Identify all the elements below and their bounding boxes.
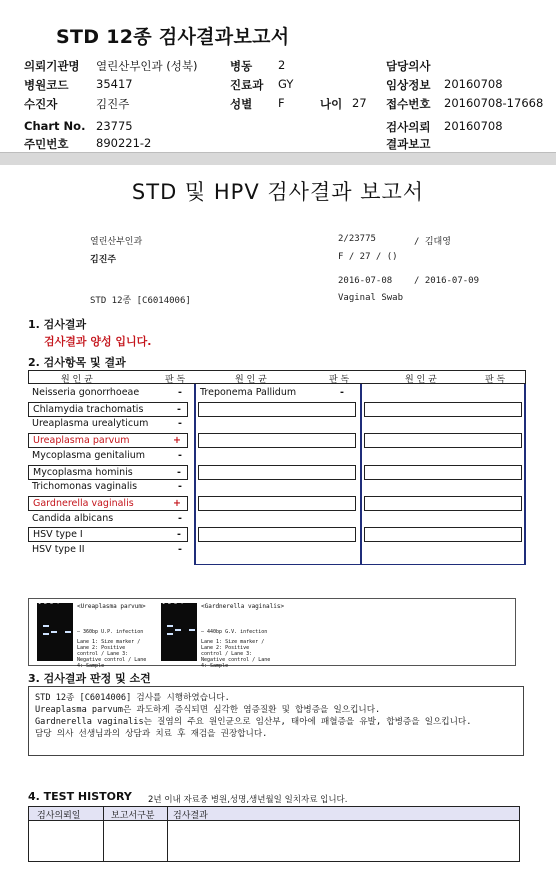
opinion-box: [28, 686, 524, 756]
pathogen-row: [28, 417, 188, 432]
pathogen-name: Mycoplasma genitalium: [32, 449, 146, 461]
table-bottom-rule: [194, 564, 526, 565]
band-label: — 360bp U.P. infection: [77, 629, 144, 635]
empty-result-cell: [364, 402, 522, 417]
column-rule: [167, 807, 168, 861]
specimen: Vaginal Swab: [338, 293, 404, 303]
history-note: 2년 이내 자료중 병원,성명,생년월일 일치자료 입니다.: [148, 795, 348, 805]
empty-result-cell: [198, 465, 356, 480]
field-label: 주민번호: [24, 137, 69, 151]
sex-age: F / 27 / (): [338, 252, 398, 262]
empty-result-cell: [364, 527, 522, 542]
pathogen-row: [28, 480, 188, 495]
report-title: STD 및 HPV 검사결과 보고서: [131, 180, 425, 204]
results-table: [28, 370, 526, 566]
field-value: 2: [278, 58, 286, 72]
section-4-title: 4. TEST HISTORY: [28, 790, 132, 803]
column-rule: [194, 384, 196, 564]
empty-result-cell: [364, 433, 522, 448]
pathogen-name: Gardnerella vaginalis: [33, 497, 134, 509]
field-value: 열린산부인과 (성북): [96, 59, 198, 73]
opinion-line: 담당 의사 선생님과의 상담과 치료 후 재검을 권장합니다.: [35, 729, 268, 739]
field-value: F: [278, 96, 285, 110]
test-name: STD 12종 [C6014006]: [90, 296, 191, 306]
result-sign: -: [177, 466, 181, 478]
col-header-pathogen: 원 인 균: [61, 375, 93, 385]
table-header: [28, 370, 526, 384]
field-value: 890221-2: [96, 136, 152, 150]
pathogen-row: [28, 449, 188, 464]
field-value: GY: [278, 77, 294, 91]
field-label: 의뢰기관명: [24, 59, 80, 73]
column-rule: [103, 807, 104, 861]
result-sign: -: [178, 544, 182, 555]
pathogen-name: Candida albicans: [32, 512, 114, 524]
info-row: [0, 119, 556, 137]
divider: [0, 152, 556, 165]
pathogen-name: HSV type I: [33, 529, 83, 541]
empty-result-cell: [198, 496, 356, 511]
col-header-judge: 판 독: [485, 375, 506, 385]
pathogen-name: Mycoplasma hominis: [33, 466, 133, 478]
history-col-header: 검사결과: [173, 811, 208, 821]
field-label: 진료과: [230, 78, 264, 92]
pathogen-name: Ureaplasma urealyticum: [32, 418, 149, 430]
field-label: 병원코드: [24, 78, 69, 92]
column-rule: [524, 384, 526, 564]
opinion-line: STD 12종 [C6014006] 검사를 시행하였습니다.: [35, 693, 230, 703]
empty-result-cell: [198, 527, 356, 542]
field-label: 담당의사: [386, 59, 431, 73]
result-sign: +: [173, 497, 181, 509]
result-sign: -: [178, 481, 182, 493]
pathogen-row: [28, 433, 188, 448]
field-value: 20160708: [444, 77, 503, 91]
gel-caption: <Gardnerella vaginalis>: [201, 603, 285, 610]
report-header: [0, 0, 556, 166]
col-header-judge: 판 독: [165, 375, 186, 385]
lane-numbers: 1 2 3 4: [38, 600, 60, 606]
gel-electrophoresis-image: [28, 598, 516, 669]
empty-result-cell: [364, 496, 522, 511]
pathogen-row: [28, 386, 188, 401]
field-label: 수진자: [24, 97, 58, 111]
hospital-name: 열린산부인과: [90, 237, 143, 247]
date-received: 2016-07-08: [338, 276, 393, 286]
info-row: [0, 77, 556, 95]
section-2-title: 2. 검사항목 및 결과: [28, 356, 126, 369]
field-value: 20160708-17668: [444, 96, 544, 110]
section-1-title: 1. 검사결과: [28, 318, 87, 331]
pathogen-name: Trichomonas vaginalis: [32, 481, 138, 493]
pathogen-name: Chlamydia trachomatis: [33, 403, 144, 415]
field-value: 20160708: [444, 119, 503, 133]
pathogen-name: Ureaplasma parvum: [33, 435, 130, 447]
doctor-name: / 김대영: [414, 237, 451, 247]
field-value: 23775: [96, 119, 133, 133]
field-label: 접수번호: [386, 97, 431, 111]
field-label: 결과보고: [386, 137, 431, 151]
result-sign: -: [178, 418, 182, 430]
lane-legend: Lane 1: Size marker / Lane 2: Positive control / Lane 3: Negative control / Lane 4: Sample: [77, 639, 147, 669]
pathogen-row: [28, 465, 188, 480]
info-row: [0, 58, 556, 76]
opinion-line: Ureaplasma parvum은 과도하게 증식되면 심각한 염증질환 및 합병증을 일으킵니다.: [35, 705, 381, 715]
history-col-header: 보고서구분: [111, 811, 155, 821]
field-label: 성별: [230, 97, 253, 111]
result-sign: -: [178, 449, 182, 461]
section-3-title: 3. 검사결과 판정 및 소견: [28, 672, 151, 685]
age-label: 나이: [320, 97, 343, 111]
field-value: 김진주: [96, 97, 130, 111]
result-summary: 검사결과 양성 입니다.: [44, 335, 152, 348]
pathogen-row: [28, 543, 188, 558]
lane-legend: Lane 1: Size marker / Lane 2: Positive control / Lane 3: Negative control / Lane 4: Sample: [201, 639, 271, 669]
gel-panel-left: [37, 603, 73, 661]
age-value: 27: [352, 96, 367, 110]
empty-result-cell: [198, 402, 356, 417]
col-header-pathogen: 원 인 균: [405, 375, 437, 385]
pathogen-name: Neisseria gonorrhoeae: [32, 387, 140, 398]
lane-numbers: 1 2 3 4: [162, 600, 184, 606]
field-value: 35417: [96, 77, 133, 91]
result-sign: +: [173, 435, 181, 447]
column-rule: [360, 384, 362, 564]
field-label: 병동: [230, 59, 253, 73]
pathogen-row: [28, 402, 188, 417]
history-col-header: 검사의뢰일: [37, 811, 81, 821]
col-header-judge: 판 독: [329, 375, 350, 385]
treponema-sign: -: [340, 387, 344, 398]
result-sign: -: [177, 403, 181, 415]
field-label: Chart No.: [24, 119, 86, 133]
field-label: 임상정보: [386, 78, 431, 92]
info-row: [0, 96, 556, 114]
pathogen-row: [28, 496, 188, 511]
empty-result-cell: [364, 465, 522, 480]
col-header-pathogen: 원 인 균: [235, 375, 267, 385]
chart-line: 2/23775: [338, 234, 376, 244]
treponema-label: Treponema Pallidum: [200, 387, 297, 398]
pathogen-name: HSV type II: [32, 544, 85, 555]
gel-panel-right: [161, 603, 197, 661]
result-sign: -: [178, 512, 182, 524]
pathogen-row: [28, 527, 188, 542]
test-history-table: [28, 806, 520, 862]
date-reported: / 2016-07-09: [414, 276, 480, 286]
opinion-line: Gardnerella vaginalis는 질염의 주요 원인균으로 임산부, 태아에 패혈증을 유발, 합병증을 일으킵니다.: [35, 717, 472, 727]
empty-result-cell: [198, 433, 356, 448]
field-label: 검사의뢰: [386, 120, 431, 134]
gel-caption: <Ureaplasma parvum>: [77, 603, 146, 610]
band-label: — 440bp G.V. infection: [201, 629, 268, 635]
page-title: STD 12종 검사결과보고서: [56, 26, 290, 48]
patient-name: 김진주: [90, 255, 117, 265]
pathogen-row: [28, 512, 188, 527]
result-sign: -: [178, 387, 182, 398]
scanned-report: [0, 166, 556, 890]
result-sign: -: [177, 529, 181, 541]
